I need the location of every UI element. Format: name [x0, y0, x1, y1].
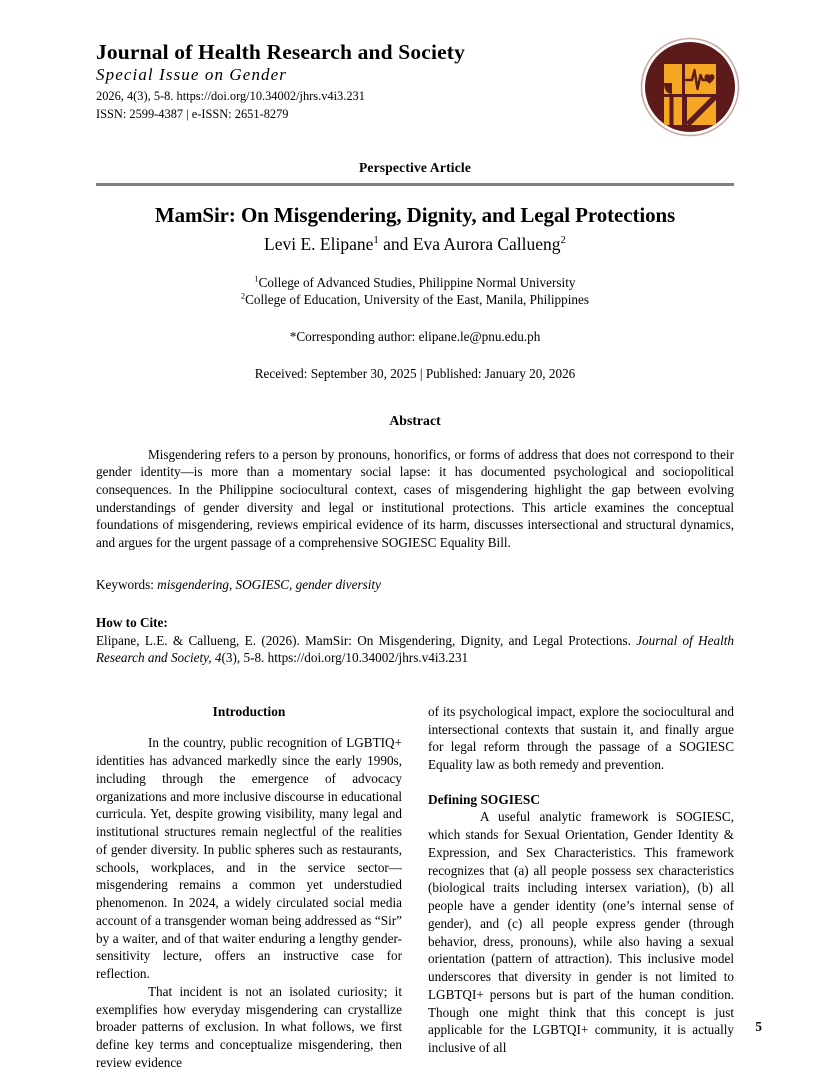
keywords-list: misgendering, SOGIESC, gender diversity — [157, 577, 381, 593]
affiliation-item — [96, 291, 734, 308]
column-spacer — [428, 774, 734, 791]
keywords — [96, 576, 734, 594]
left-column — [96, 703, 402, 1072]
article-type-label: Perspective Article — [358, 160, 472, 175]
issn-line: ISSN: 2599-4387 | e-ISSN: 2651-8279 — [96, 107, 289, 122]
corresponding-author: *Corresponding author: elipane.le@pnu.edu.ph — [289, 328, 541, 344]
how-to-cite-heading: How to Cite: — [96, 614, 168, 630]
affiliation-text: College of Advanced Studies, Philippine Normal University — [258, 275, 576, 291]
received-published-dates: Received: September 30, 2025 | Published: January 20, 2026 — [254, 365, 576, 381]
section-heading-defining-sogiesc: Defining SOGIESC — [428, 791, 540, 807]
affiliation-marker: 1 — [254, 274, 259, 284]
author-conjunction: and — [378, 234, 413, 255]
citation-journal-name: Journal of Health Research and Society, 4 — [96, 632, 734, 666]
affiliation-marker: 2 — [240, 292, 246, 302]
affiliation-text: College of Education, University of the East, Manila, Philippines — [245, 292, 589, 308]
journal-logo-icon — [640, 37, 740, 137]
keywords-label: Keywords: — [96, 577, 158, 593]
abstract-heading: Abstract — [389, 412, 441, 428]
author-list — [96, 234, 734, 256]
affiliation-item — [96, 274, 734, 291]
citation-part-2: (3), 5-8. https://doi.org/10.34002/jhrs.v4i3.231 — [221, 650, 469, 666]
sogiesc-paragraph-1: A useful analytic framework is SOGIESC, which stands for Sexual Orientation, Gender Identity & Expression, and Sex Characteristics. This framework recognizes that (a) all people possess sex characteristics (biological traits including intersex variation), (b) all people have a gender identity (one’s internal sense of gender), and (c) all people express gender (through behavior, dress, pronouns), while also having a sexual orientation (pattern of attraction). This inclusive model underscores that diversity in gender is not limited to LGBTQI+ persons but is part of the human condition. Though one might think that this concept is just applicable for the LGBTQI+ community, it is actually inclusive of all — [428, 809, 734, 1055]
abstract-body: Misgendering refers to a person by pronouns, honorifics, or forms of address that does not correspond to their gender identity—is more than a momentary social lapse: it has documented psychological and sociopolitical consequences. In the Philippine sociocultural context, cases of misgendering highlight the gap between evolving understandings of gender diversity and legal or institutional protections. This article examines the conceptual foundations of misgendering, reviews empirical evidence of its harm, discusses intersectional and structural dynamics, and argues for the urgent passage of a comprehensive SOGIESC Equality Bill. — [96, 446, 734, 550]
page-title: MamSir: On Misgendering, Dignity, and Legal Protections — [154, 203, 676, 227]
author-affil-marker-1: 1 — [373, 234, 379, 247]
author-name-2: Eva Aurora Callueng — [412, 234, 561, 255]
intro-paragraph-1: In the country, public recognition of LGBTIQ+ identities has advanced markedly since the early 1990s, including through the emergence of advocacy organizations and more inclusive discourse in educational curricula. Yet, despite growing visibility, many legal and institutional structures remain neglectful of the realities of gender diversity. In public spheres such as restaurants, schools, workplaces, and in the service sector—misgendering remains a common yet understudied phenomenon. In 2024, a widely circulated social media account of a transgender woman being addressed as “Sir” by a waiter, and of that waiter enduring a lengthy gender-sensitivity lecture, offers an instructive case for reflection. — [96, 735, 402, 981]
intro-paragraph-2: That incident is not an isolated curiosity; it exemplifies how everyday misgendering can crystallize broader patterns of exclusion. In what follows, we first define key terms and conceptualize misgendering, then review evidence — [96, 983, 402, 1070]
page-number: 5 — [755, 1019, 762, 1034]
body-columns — [96, 703, 734, 1072]
intro-paragraph-continuation: of its psychological impact, explore the sociocultural and intersectional contexts that sustain it, and finally argue for legal reform through the passage of a SOGIESC Equality law as both remedy and prevention. — [428, 703, 734, 773]
header-divider — [96, 183, 734, 186]
issue-doi-line: 2026, 4(3), 5-8. https://doi.org/10.34002/jhrs.v4i3.231 — [96, 89, 365, 104]
masthead — [96, 40, 734, 144]
citation-part-1: Elipane, L.E. & Callueng, E. (2026). MamSir: On Misgendering, Dignity, and Legal Protections. — [96, 632, 637, 648]
page-content — [96, 40, 734, 1072]
affiliation-list — [96, 274, 734, 309]
journal-title: Journal of Health Research and Society — [96, 40, 465, 64]
special-issue-subtitle: Special Issue on Gender — [96, 65, 288, 85]
how-to-cite-body — [96, 632, 734, 667]
author-name-1: Levi E. Elipane — [264, 234, 374, 255]
section-heading-introduction: Introduction — [212, 703, 286, 719]
right-column — [428, 703, 734, 1072]
author-affil-marker-2: 2 — [560, 234, 566, 247]
